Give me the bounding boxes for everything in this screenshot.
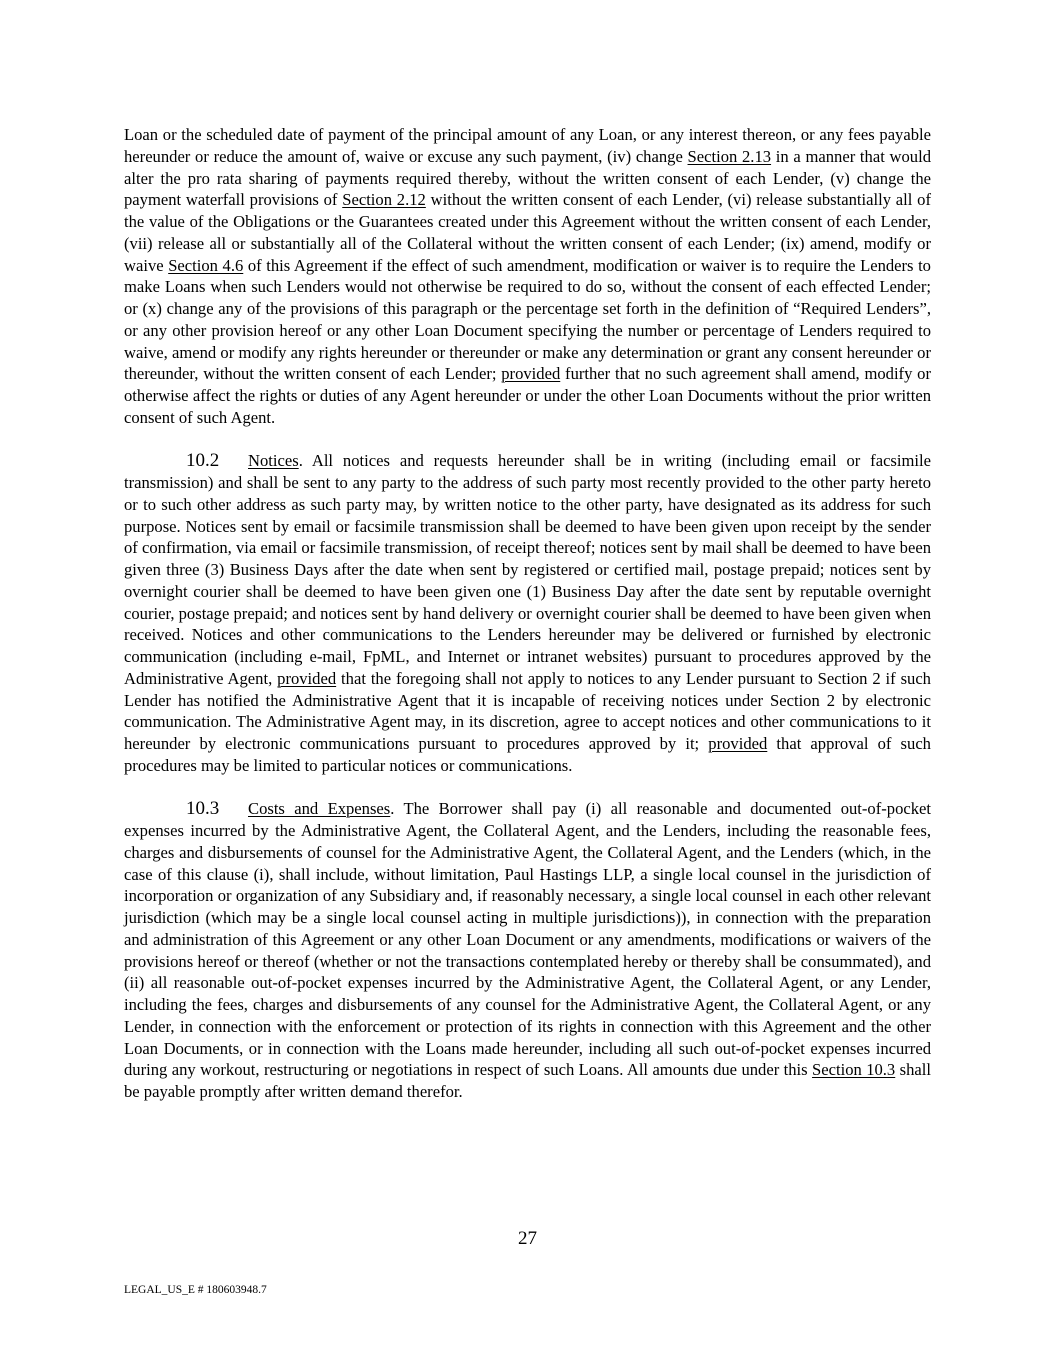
text-run: of this Agreement if the effect of such amendment, modification or waiver is to require the Lenders to make Loans when such Lenders would not otherwise be required to do so, without the consent of each effected Lender; or (x) change any of the provisions of this paragraph or the percentage set forth in the definition of “Required Lenders”, or any other provision hereof or any other Loan Document specifying the number or percentage of Lenders required to waive, amend or modify any rights hereunder or thereunder or make any determination or grant any consent hereunder or thereunder, without the written consent of each Lender; (124, 255, 931, 384)
text-run: in a manner that would alter the pro rata sharing of payments required thereby, without the written consent of each Lender, (v) change the payment waterfall provisions of (124, 146, 932, 210)
section-number: 10.2 (186, 450, 220, 472)
provided-term: provided (277, 668, 337, 688)
text-run: . All notices and requests hereunder shall be in writing (including email or facsimile transmission) and shall be sent to any party to the address of such party most recently provided to the other party hereto or to such other address as such party may, by written notice to the other party, have designated as its address for such purpose. Notices sent by email or facsimile transmission shall be deemed to have been given upon receipt by the sender of confirmation, via email or facsimile transmission, of receipt thereof; notices sent by mail shall be deemed to have been given three (3) Business Days after the date when sent by registered or certified mail, postage prepaid; notices sent by overnight courier shall be deemed to have been given one (1) Business Day after the date sent by reputable overnight courier, postage prepaid; and notices sent by hand delivery or overnight courier shall be deemed to have been given when received. Notices and other communications to the Lenders hereunder may be delivered or furnished by electronic communication (including e-mail, FpML, and Internet or intranet websites) pursuant to procedures approved by the Administrative Agent, (124, 451, 931, 688)
section-reference-10-3: Section 10.3 (812, 1060, 896, 1080)
provided-term: provided (708, 734, 768, 753)
section-heading: Notices (248, 451, 299, 471)
text-run: further that no such agreement shall amend, modify or otherwise affect the rights or duties of any Agent hereunder or under the other Loan Documents without the prior written consent of such Agent. (124, 364, 931, 427)
section-reference-2-13: Section 2.13 (687, 146, 772, 166)
text-run: that the foregoing shall not apply to notices to any Lender pursuant to Section 2 if such Lender has notified the Administrative Agent that it is incapable of receiving notices under Section 2 by electronic communication. The Administrative Agent may, in its discretion, agree to accept notices and other communications to it hereunder by electronic communications pursuant to procedures approved by it; (124, 668, 931, 753)
text-run: that approval of such procedures may be limited to particular notices or communications. (124, 734, 931, 775)
section-10-3-paragraph (124, 798, 931, 1103)
page-number: 27 (518, 1228, 537, 1249)
text-run: shall be payable promptly after written demand therefor. (124, 1060, 931, 1101)
paragraph-continued (124, 124, 931, 429)
provided-term: provided (501, 364, 561, 384)
document-page (124, 124, 931, 1103)
text-run: . The Borrower shall pay (i) all reasonable and documented out-of-pocket expenses incurred by the Administrative Agent, the Collateral Agent, and the Lenders, including the reasonable fees, charges and disbursements of counsel for the Administrative Agent, the Collateral Agent, and the Lenders (which, in the case of this clause (i), shall include, without limitation, Paul Hastings LLP, a single local counsel in the jurisdiction of incorporation or organization of any Subsidiary and, if reasonably necessary, a single local counsel in each other relevant jurisdiction (which may be a single local counsel acting in multiple jurisdictions)), in connection with the preparation and administration of this Agreement or any other Loan Document or any amendments, modifications or waivers of the provisions hereof or thereof (whether or not the transactions contemplated hereby or thereby shall be consummated), and (ii) all reasonable out-of-pocket expenses incurred by the Administrative Agent, the Collateral Agent, or any Lender, including the fees, charges and disbursements of any counsel for the Administrative Agent, the Collateral Agent, or any Lender, in connection with the enforcement or protection of its rights in connection with this Agreement and the other Loan Documents, or in connection with the Loans made hereunder, including all such out-of-pocket expenses incurred during any workout, restructuring or negotiations in respect of such Loans. All amounts due under this (124, 799, 932, 1080)
text-run: Loan or the scheduled date of payment of the principal amount of any Loan, or any interest thereon, or any fees payable hereunder or reduce the amount of, waive or excuse any such payment, (iv) change (124, 125, 931, 166)
section-reference-4-6: Section 4.6 (168, 255, 244, 275)
section-number: 10.3 (186, 798, 220, 820)
section-heading: Costs and Expenses (248, 799, 391, 819)
section-reference-2-12: Section 2.12 (342, 190, 426, 210)
section-10-2-paragraph (124, 450, 931, 776)
document-id-footer: LEGAL_US_E # 180603948.7 (124, 1284, 267, 1296)
text-run: without the written consent of each Lender, (vi) release substantially all of the value of the Obligations or the Guarantees created under this Agreement without the written consent of each Lender, (vii) release all or substantially all of the Collateral without the written consent of each Lender; (ix) amend, modify or waive (124, 190, 931, 275)
